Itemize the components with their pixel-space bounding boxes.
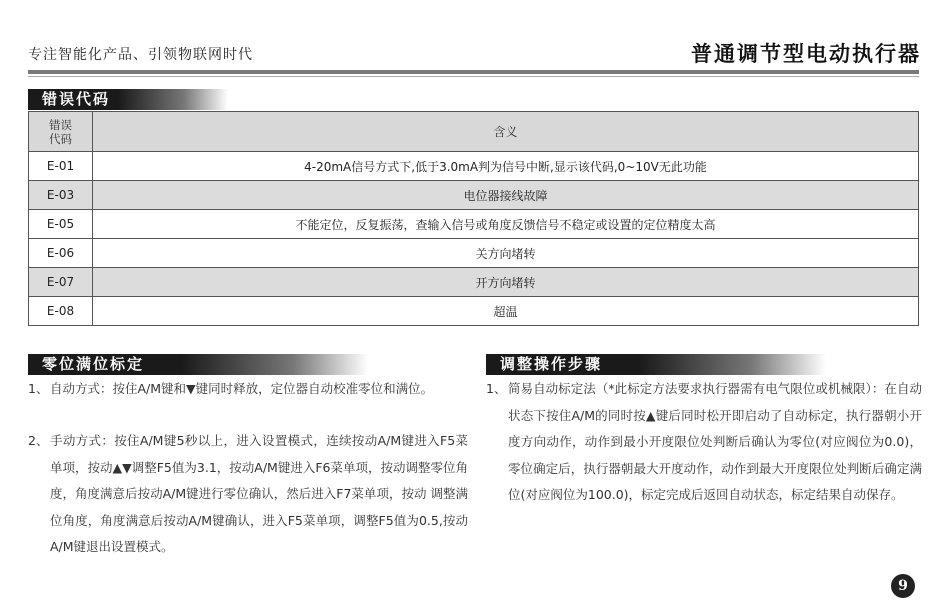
zero-full-calibration-section-title: 零位满位标定: [28, 354, 368, 375]
adjust-steps-section-title: 调整操作步骤: [486, 354, 826, 375]
table-row: [29, 181, 919, 210]
error-meaning-cell: 不能定位，反复振荡，查输入信号或角度反馈信号不稳定或设置的定位精度太高: [93, 210, 919, 239]
error-code-cell: E-03: [29, 181, 93, 210]
column-header-code: [29, 112, 93, 152]
error-meaning-cell: 关方向堵转: [93, 239, 919, 268]
table-row: [29, 297, 919, 326]
column-header-meaning: 含义: [93, 112, 919, 152]
company-slogan: 专注智能化产品、引领物联网时代: [28, 47, 253, 63]
page-header: [0, 0, 949, 80]
column-header-code-label: 错误 代码: [49, 117, 72, 146]
error-code-cell: E-07: [29, 268, 93, 297]
error-code-table: [28, 111, 919, 326]
product-title: 普通调节型电动执行器: [691, 42, 921, 66]
error-meaning-cell: 电位器接线故障: [93, 181, 919, 210]
error-code-cell: E-06: [29, 239, 93, 268]
list-item-number: 2、: [28, 433, 49, 448]
header-rule-thick: [28, 70, 919, 74]
table-header-row: [29, 112, 919, 152]
error-meaning-cell: 开方向堵转: [93, 268, 919, 297]
list-item: [28, 428, 468, 561]
list-item-text: 简易自动标定法（*此标定方法要求执行器需有电气限位或机械限）：在自动状态下按住A/M的同时按▲键后同时松开即启动了自动标定，执行器朝小开度方向动作，动作到最小开度限位处判断后确认为零位(对应阀位为0.0)，零位确定后，执行器朝最大开度动作，动作到最大开度限位处判断后确定满位(对应阀位为100.0)，标定完成后返回自动状态，标定结果自动保存。: [508, 381, 922, 502]
page-number-badge: 9: [891, 574, 915, 598]
error-code-section-title: 错误代码: [28, 89, 228, 110]
list-item-number: 1、: [28, 381, 49, 396]
list-item-number: 1、: [486, 381, 507, 396]
table-row: [29, 210, 919, 239]
header-rule-thin: [28, 76, 919, 77]
list-item: [486, 376, 922, 509]
error-meaning-cell: 超温: [93, 297, 919, 326]
error-code-cell: E-05: [29, 210, 93, 239]
error-code-cell: E-01: [29, 152, 93, 181]
list-item-text: 自动方式：按住A/M键和▼键同时释放，定位器自动校准零位和满位。: [50, 381, 434, 396]
list-item: [28, 376, 468, 403]
table-row: [29, 239, 919, 268]
list-item-text: 手动方式：按住A/M键5秒以上，进入设置模式，连续按动A/M键进入F5菜单项，按动▲▼调整F5值为3.1，按动A/M键进入F6菜单项，按动调整零位角度，角度满意后按动A/M键进行零位确认，然后进入F7菜单项，按动 调整满位角度，角度满意后按动A/M键确认，进入F5菜单项，调整F5值为0.5,按动A/M键退出设置模式。: [50, 433, 468, 554]
table-row: [29, 268, 919, 297]
error-code-cell: E-08: [29, 297, 93, 326]
table-row: [29, 152, 919, 181]
error-meaning-cell: 4-20mA信号方式下,低于3.0mA判为信号中断,显示该代码,0~10V无此功能: [93, 152, 919, 181]
